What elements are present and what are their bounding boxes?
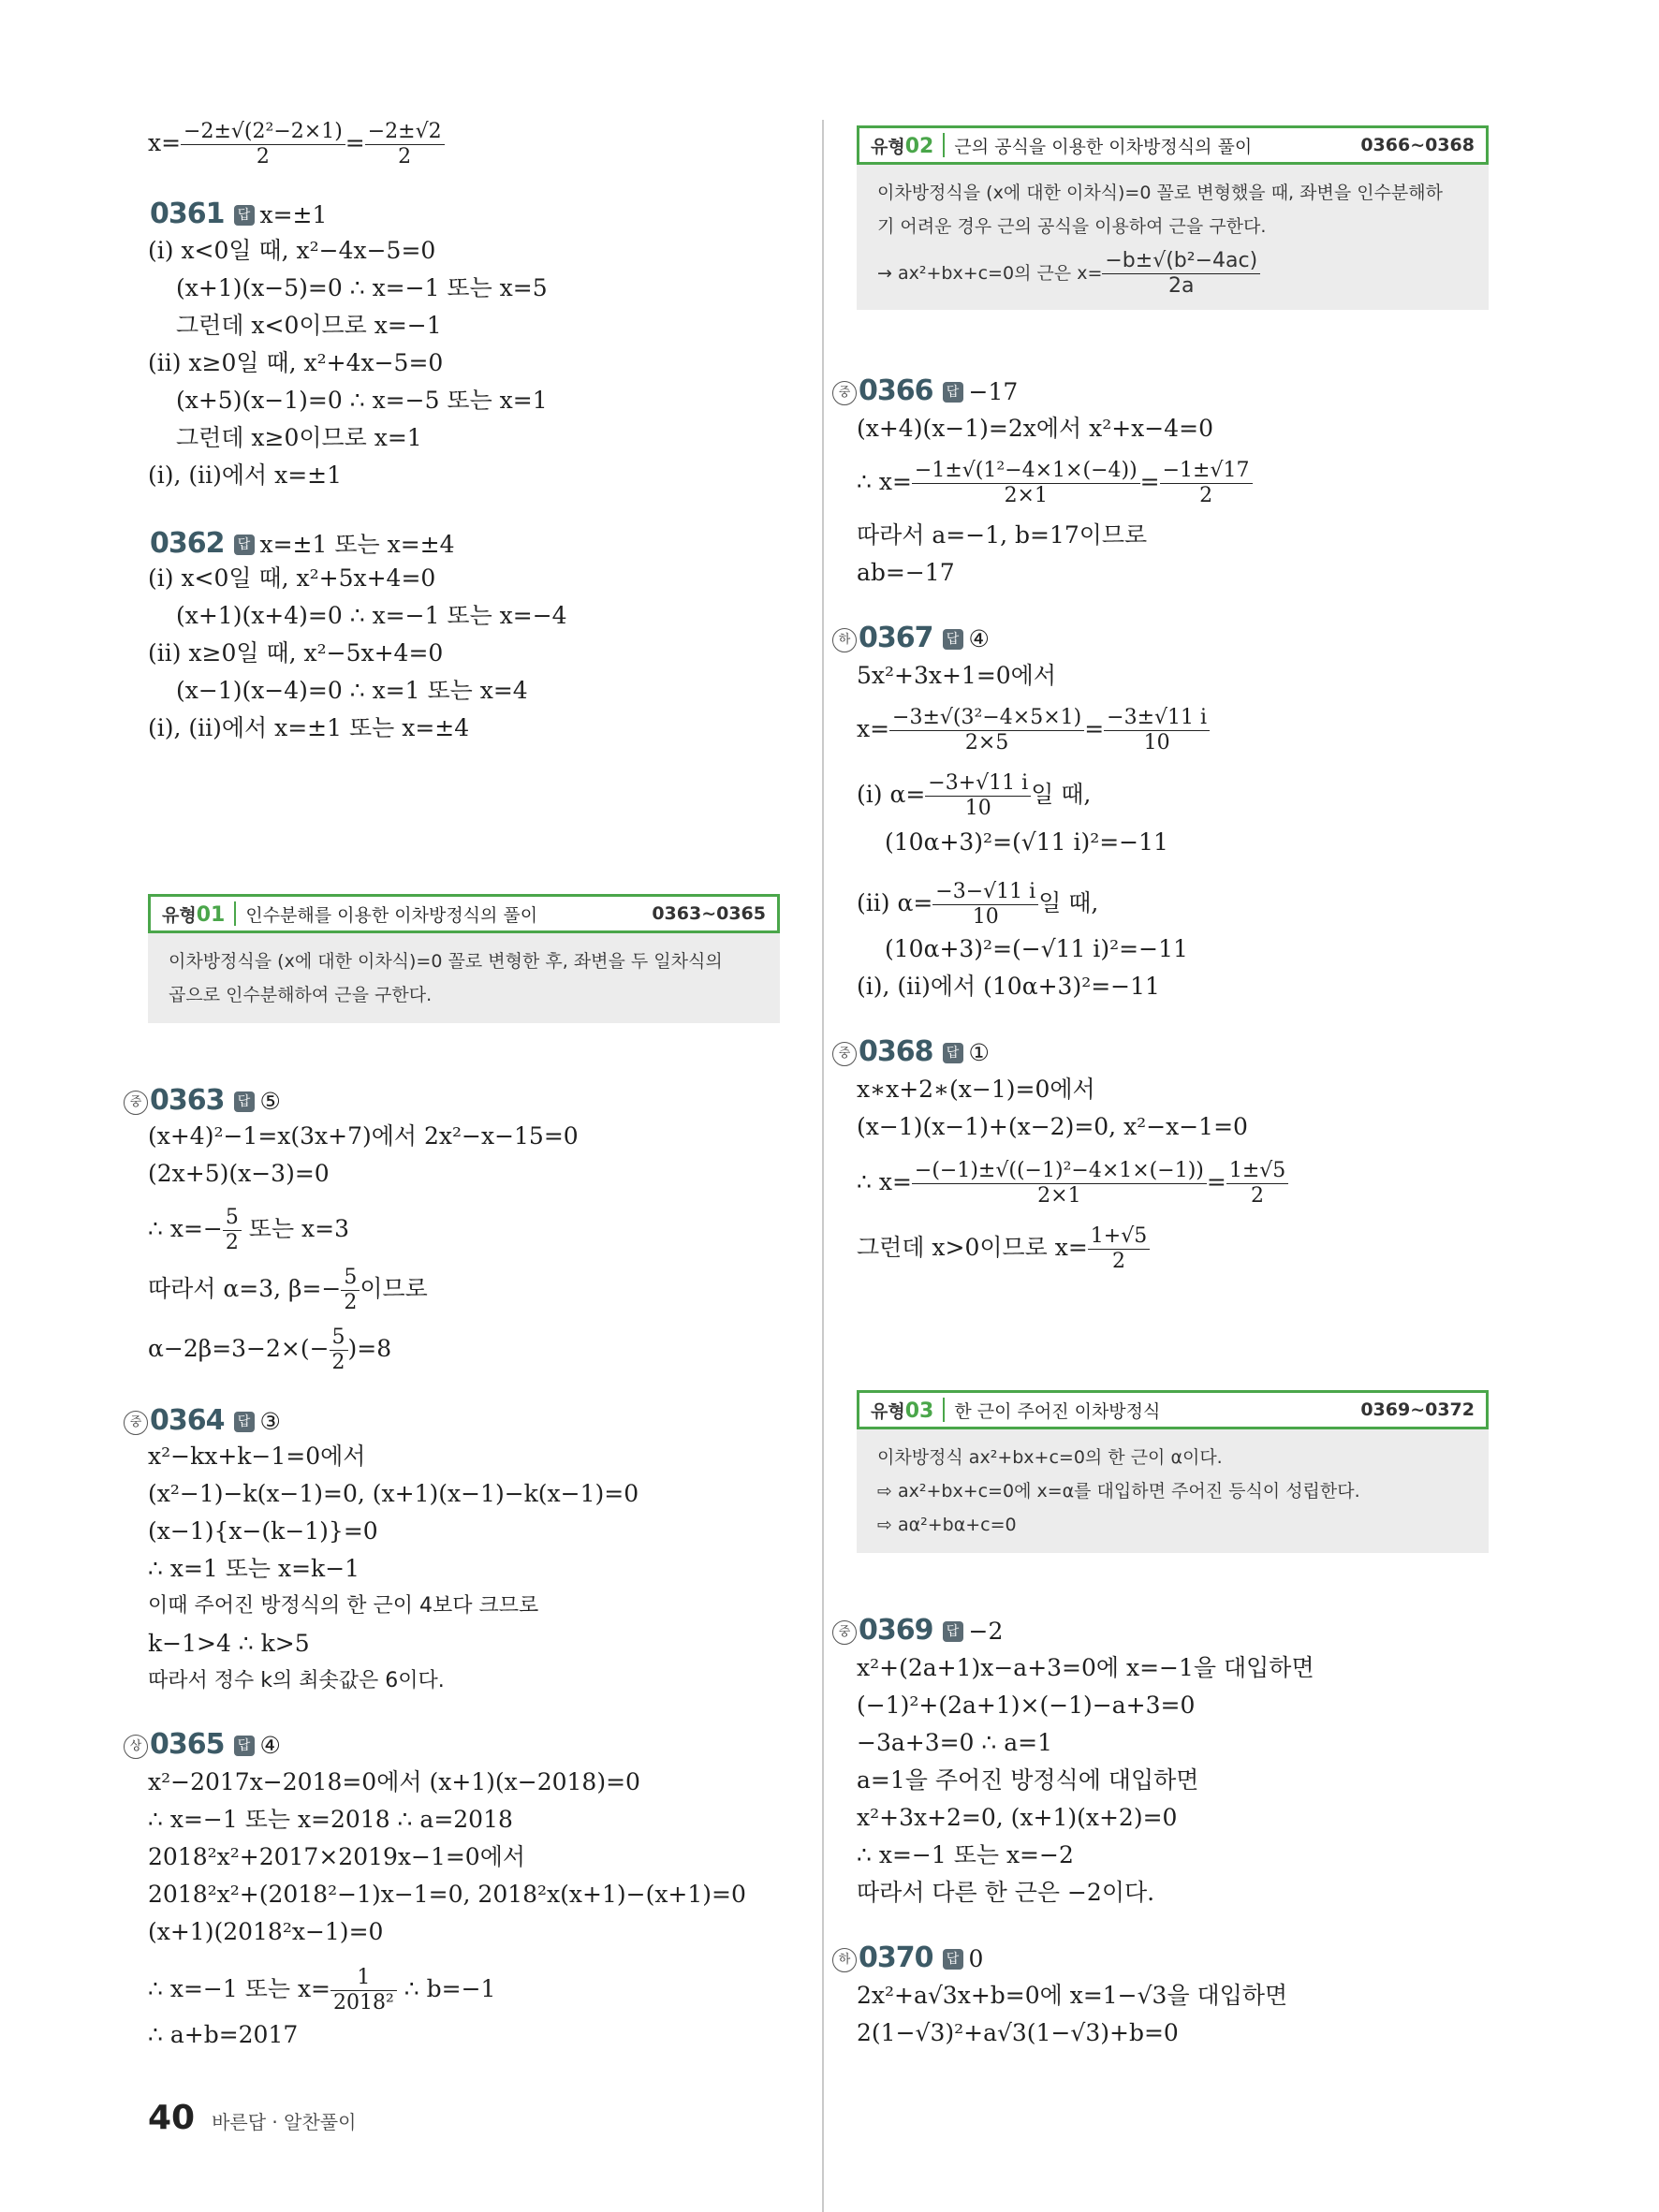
solution-line: (x+1)(2018²x−1)=0 (148, 1918, 384, 1945)
problem-0366-header: 중 0366 답 −17 (832, 374, 1018, 409)
type-header: 유형02 근의 공식을 이용한 이차방정식의 풀이 0366~0368 (857, 125, 1489, 165)
solution-line: ab=−17 (857, 559, 955, 586)
answer-mark-icon: 답 (234, 535, 255, 555)
solution-line: (i), (ii)에서 (10α+3)²=−11 (857, 973, 1160, 1000)
level-badge: 중 (832, 381, 857, 405)
solution-line: (i) x<0일 때, x²+5x+4=0 (148, 564, 436, 592)
solution-line: 그런데 x≥0이므로 x=1 (176, 424, 422, 451)
fraction: $\frac{5}{2}$ (341, 1266, 360, 1315)
level-badge (124, 524, 148, 549)
type-description: 이차방정식을 (x에 대한 이차식)=0 꼴로 변형했을 때, 좌변을 인수분해하 기 어려운 경우 근의 공식을 이용하여 근을 구한다. → ax²+bx+c=0의 근은 x= $\frac{\text{−b±√(b²−4ac)}}{2a}$ (857, 165, 1489, 310)
solution-line: (x−1)(x−1)+(x−2)=0, x²−x−1=0 (857, 1113, 1248, 1140)
type-03-box (857, 1390, 1489, 1553)
type-title: 근의 공식을 이용한 이차방정식의 풀이 (954, 136, 1253, 157)
solution-line: x∗x+2∗(x−1)=0에서 (857, 1076, 1095, 1103)
fraction: $\frac{\text{−1±√(1²−4×1×(−4))}}{2\times 1}$ (912, 459, 1140, 508)
type-01-box (148, 894, 780, 1023)
level-badge: 중 (124, 1091, 148, 1115)
page-footer (148, 2099, 356, 2137)
level-badge: 중 (832, 1042, 857, 1066)
solution-line: (10α+3)²=(−√11 i)²=−11 (885, 935, 1188, 962)
solution-line: x²+(2a+1)x−a+3=0에 x=−1을 대입하면 (857, 1654, 1314, 1681)
type-description: 이차방정식 ax²+bx+c=0의 한 근이 α이다. ⇨ ax²+bx+c=0에 x=α를 대입하면 주어진 등식이 성립한다. ⇨ aα²+bα+c=0 (857, 1429, 1489, 1553)
solution-line: x²+3x+2=0, (x+1)(x+2)=0 (857, 1804, 1178, 1831)
solution-line: (−1)²+(2a+1)×(−1)−a+3=0 (857, 1692, 1196, 1719)
solution-line: ∴ x= $\frac{\text{−1±√(1²−4×1×(−4))}}{2\times 1}$ = $\frac{-1\pm√17}{2}$ (857, 459, 1253, 508)
solution-line: 따라서 다른 한 근은 −2이다. (857, 1879, 1155, 1906)
fraction: $\frac{1}{\text{2018²}}$ (330, 1966, 397, 2015)
solution-line: 2018²x²+2017×2019x−1=0에서 (148, 1843, 526, 1870)
solution-line: (x+5)(x−1)=0 ∴ x=−5 또는 x=1 (176, 387, 548, 414)
solution-line: 2018²x²+(2018²−1)x−1=0, 2018²x(x+1)−(x+1)=0 (148, 1881, 746, 1908)
solution-line: ∴ x= $\frac{\text{−(−1)±√((−1)²−4×1×(−1))}}{2\times 1}$ = $\frac{1\pm√5}{2}$ (857, 1159, 1288, 1209)
solution-line: 5x²+3x+1=0에서 (857, 662, 1056, 689)
fraction: $\frac{-2\pm√2}{2}$ (365, 120, 445, 169)
solution-line: 그런데 x<0이므로 x=−1 (176, 312, 442, 339)
answer-mark-icon: 답 (943, 1621, 963, 1642)
solution-line: (x+4)(x−1)=2x에서 x²+x−4=0 (857, 415, 1213, 442)
solution-line: (ii) x≥0일 때, x²+4x−5=0 (148, 349, 444, 376)
fraction: $\frac{\text{−b±√(b²−4ac)}}{2a}$ (1102, 249, 1260, 299)
answer-mark-icon: 답 (234, 1091, 255, 1112)
solution-line: (x−1)(x−4)=0 ∴ x=1 또는 x=4 (176, 677, 528, 704)
column-divider (822, 120, 824, 2212)
solution-line: 2x²+a√3x+b=0에 x=1−√3을 대입하면 (857, 1982, 1288, 2009)
solution-line: 그런데 x>0이므로 x= $\frac{1+√5}{2}$ (857, 1224, 1150, 1274)
solution-line: (x²−1)−k(x−1)=0, (x+1)(x−1)−k(x−1)=0 (148, 1480, 639, 1507)
solution-line: a=1을 주어진 방정식에 대입하면 (857, 1766, 1199, 1794)
level-badge: 하 (832, 1948, 857, 1972)
problem-0368-header: 중 0368 답 ① (832, 1035, 990, 1070)
fraction: $\frac{-3-√11 i}{10}$ (932, 880, 1038, 930)
type-description: 이차방정식을 (x에 대한 이차식)=0 꼴로 변형한 후, 좌변을 두 일차식의 곱으로 인수분해하여 근을 구한다. (148, 933, 780, 1023)
solution-line: (i), (ii)에서 x=±1 또는 x=±4 (148, 714, 470, 741)
answer-mark-icon: 답 (234, 205, 255, 226)
problem-0361-header: 0361 답 x=±1 (124, 195, 327, 232)
problem-0369-header: 중 0369 답 −2 (832, 1614, 1003, 1648)
level-badge: 하 (832, 628, 857, 652)
solution-line: (i), (ii)에서 x=±1 (148, 461, 343, 489)
problem-0367-header: 하 0367 답 ④ (832, 622, 990, 656)
solution-line: (ii) x≥0일 때, x²−5x+4=0 (148, 639, 444, 667)
answer-mark-icon: 답 (943, 382, 963, 403)
solution-line: ∴ x=1 또는 x=k−1 (148, 1555, 360, 1582)
page-number: 40 (148, 2099, 196, 2137)
fraction: $\frac{\text{−(−1)±√((−1)²−4×1×(−1))}}{2\times 1}$ (912, 1159, 1207, 1209)
solution-line: ∴ x=− $\frac{5}{2}$ 또는 x=3 (148, 1206, 350, 1254)
level-badge: 중 (124, 1411, 148, 1435)
solution-line: ∴ a+b=2017 (148, 2021, 299, 2048)
answer-mark-icon: 답 (943, 1949, 963, 1970)
solution-line: ∴ x=−1 또는 x=−2 (857, 1841, 1074, 1868)
level-badge (124, 195, 148, 219)
type-title: 인수분해를 이용한 이차방정식의 풀이 (245, 904, 538, 926)
solution-line: ∴ x=−1 또는 x= $\frac{1}{\text{2018²}}$ ∴ b=−1 (148, 1966, 496, 2014)
solution-line: ∴ x=−1 또는 x=2018 ∴ a=2018 (148, 1806, 513, 1833)
fraction: $\frac{5}{2}$ (330, 1326, 348, 1375)
answer-mark-icon: 답 (943, 1043, 963, 1063)
fraction: $\frac{1\pm√5}{2}$ (1226, 1159, 1288, 1209)
solution-line: 이때 주어진 방정식의 한 근이 4보다 크므로 (148, 1594, 539, 1618)
fraction: $\frac{5}{2}$ (223, 1206, 242, 1255)
fraction: $\frac{-3+√11 i}{10}$ (925, 771, 1031, 821)
type-range: 0366~0368 (1360, 135, 1475, 155)
type-title: 한 근이 주어진 이차방정식 (954, 1400, 1161, 1422)
solution-line: x²−2017x−2018=0에서 (x+1)(x−2018)=0 (148, 1768, 640, 1795)
solution-line: x²−kx+k−1=0에서 (148, 1443, 366, 1470)
answer-mark-icon: 답 (234, 1412, 255, 1432)
solution-line: k−1>4 ∴ k>5 (148, 1630, 310, 1657)
type-header: 유형01 인수분해를 이용한 이차방정식의 풀이 0363~0365 (148, 894, 780, 933)
intro-equation: x= $\frac{\text{−2±√(2²−2×1)}}{2}$ = $\frac{-2\pm√2}{2}$ (148, 120, 445, 169)
solution-line: (i) x<0일 때, x²−4x−5=0 (148, 237, 436, 264)
fraction: $\frac{\text{−2±√(2²−2×1)}}{2}$ (181, 120, 345, 169)
solution-line: 2(1−√3)²+a√3(1−√3)+b=0 (857, 2019, 1179, 2046)
problem-0370-header: 하 0370 답 0 (832, 1941, 983, 1976)
problem-0365-header: 상 0365 답 ④ (124, 1728, 281, 1763)
solution-line: 따라서 a=−1, b=17이므로 (857, 521, 1148, 549)
solution-line: (10α+3)²=(√11 i)²=−11 (885, 828, 1168, 856)
solution-line: (i) α= $\frac{-3+√11 i}{10}$ 일 때, (857, 771, 1092, 820)
solution-line: 따라서 정수 k의 최솟값은 6이다. (148, 1669, 445, 1692)
solution-line: (2x+5)(x−3)=0 (148, 1160, 330, 1187)
type-range: 0369~0372 (1360, 1399, 1475, 1420)
solution-line: (x−1){x−(k−1)}=0 (148, 1517, 378, 1545)
fraction: $\frac{1+√5}{2}$ (1088, 1224, 1150, 1274)
solution-line: x= $\frac{\text{−3±√(3²−4×5×1)}}{2\times 5}$ = $\frac{-3\pm√11 i}{10}$ (857, 706, 1210, 755)
solution-line: (x+1)(x−5)=0 ∴ x=−1 또는 x=5 (176, 274, 548, 301)
solution-line: α−2β=3−2×(− $\frac{5}{2}$ )=8 (148, 1326, 392, 1374)
level-badge: 중 (832, 1620, 857, 1645)
level-badge: 상 (124, 1735, 148, 1759)
fraction: $\frac{\text{−3±√(3²−4×5×1)}}{2\times 5}$ (889, 706, 1084, 755)
problem-0364-header: 중 0364 답 ③ (124, 1404, 281, 1439)
fraction: $\frac{-1\pm√17}{2}$ (1160, 459, 1253, 508)
type-header: 유형03 한 근이 주어진 이차방정식 0369~0372 (857, 1390, 1489, 1429)
solution-line: (x+1)(x+4)=0 ∴ x=−1 또는 x=−4 (176, 602, 567, 629)
answer-mark-icon: 답 (234, 1736, 255, 1756)
type-range: 0363~0365 (652, 903, 766, 924)
solution-line: −3a+3=0 ∴ a=1 (857, 1729, 1053, 1756)
problem-0363-header: 중 0363 답 ⑤ (124, 1084, 281, 1119)
problem-0362-header: 0362 답 x=±1 또는 x=±4 (124, 524, 455, 562)
answer-mark-icon: 답 (943, 629, 963, 650)
book-title: 바른답 · 알찬풀이 (212, 2111, 357, 2133)
solution-line: (x+4)²−1=x(3x+7)에서 2x²−x−15=0 (148, 1122, 579, 1150)
solution-line: 따라서 α=3, β=− $\frac{5}{2}$ 이므로 (148, 1266, 428, 1314)
fraction: $\frac{-3\pm√11 i}{10}$ (1104, 706, 1210, 755)
type-02-box (857, 125, 1489, 310)
solution-line: (ii) α= $\frac{-3-√11 i}{10}$ 일 때, (857, 880, 1099, 929)
